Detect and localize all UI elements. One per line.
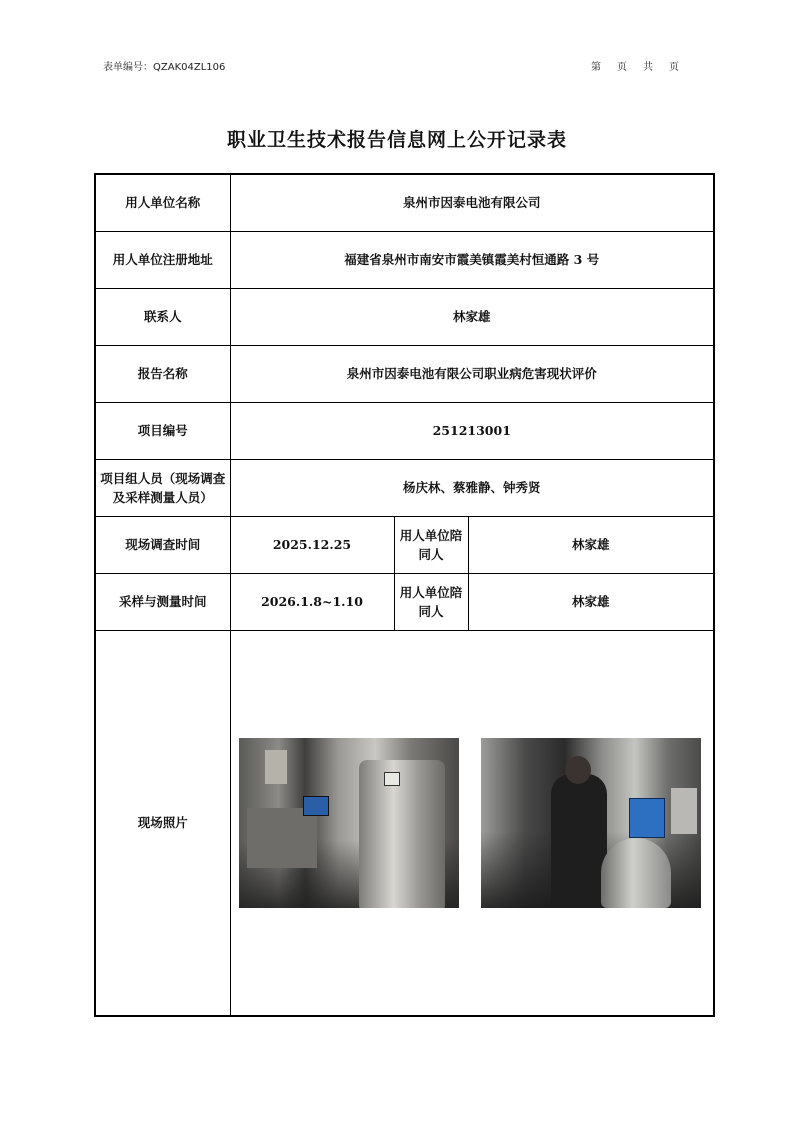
record-table	[94, 173, 715, 1017]
form-number-label: 表单编号：	[103, 62, 153, 73]
table-row	[95, 516, 714, 573]
table-row	[95, 174, 714, 231]
table-row	[95, 630, 714, 1016]
sampling-companion-value: 林家雄	[468, 573, 714, 630]
table-row	[95, 345, 714, 402]
table-row	[95, 288, 714, 345]
report-name-label: 报告名称	[95, 345, 230, 402]
table-row	[95, 402, 714, 459]
survey-companion-value: 林家雄	[468, 516, 714, 573]
page-title: 职业卫生技术报告信息网上公开记录表	[226, 129, 567, 151]
photos-label: 现场照片	[95, 630, 230, 1016]
employer-value: 泉州市因泰电池有限公司	[230, 174, 714, 231]
site-photo-2	[481, 738, 701, 908]
page-ye-2: 页	[669, 62, 679, 73]
table-row	[95, 573, 714, 630]
survey-time-label: 现场调查时间	[95, 516, 230, 573]
team-label: 项目组人员（现场调查及采样测量人员）	[95, 459, 230, 516]
project-number-value: 251213001	[230, 402, 714, 459]
table-row	[95, 459, 714, 516]
photos-cell	[230, 630, 714, 1016]
table-row	[95, 231, 714, 288]
sampling-time-value: 2026.1.8~1.10	[230, 573, 394, 630]
page-di: 第	[591, 62, 601, 73]
sampling-time-label: 采样与测量时间	[95, 573, 230, 630]
project-number-label: 项目编号	[95, 402, 230, 459]
address-value: 福建省泉州市南安市霞美镇霞美村恒通路 3 号	[230, 231, 714, 288]
page-ye: 页	[617, 62, 627, 73]
address-label: 用人单位注册地址	[95, 231, 230, 288]
photo-group	[231, 738, 714, 908]
survey-time-value: 2025.12.25	[230, 516, 394, 573]
team-value: 杨庆林、蔡雅静、钟秀贤	[230, 459, 714, 516]
employer-label: 用人单位名称	[95, 174, 230, 231]
contact-label: 联系人	[95, 288, 230, 345]
survey-companion-label: 用人单位陪同人	[394, 516, 468, 573]
page-indicator	[591, 58, 695, 73]
form-number-value: QZAK04ZL106	[153, 62, 226, 73]
contact-value: 林家雄	[230, 288, 714, 345]
form-number	[103, 58, 225, 73]
report-name-value: 泉州市因泰电池有限公司职业病危害现状评价	[230, 345, 714, 402]
sampling-companion-label: 用人单位陪同人	[394, 573, 468, 630]
page-gong: 共	[643, 62, 653, 73]
site-photo-1	[239, 738, 459, 908]
